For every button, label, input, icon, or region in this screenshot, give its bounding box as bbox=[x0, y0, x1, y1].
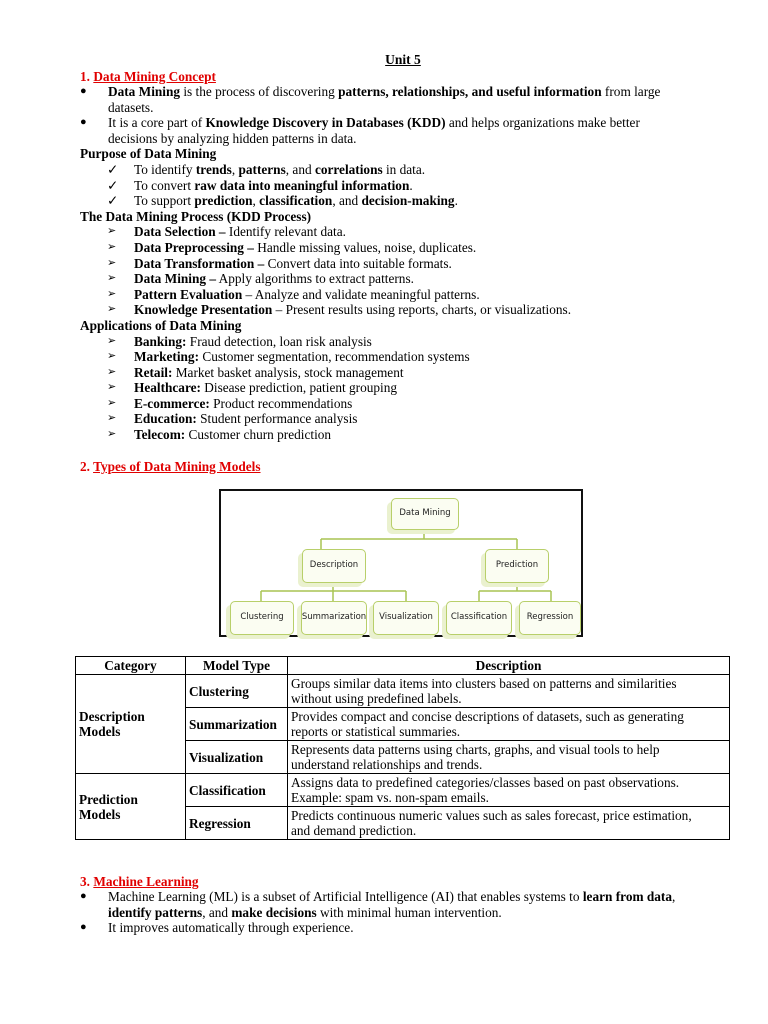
data-mining-models-diagram bbox=[219, 489, 583, 637]
purpose-heading: Purpose of Data Mining bbox=[80, 146, 217, 162]
application-item: ➢ Banking: Fraud detection, loan risk analysis bbox=[107, 333, 372, 349]
diagram-node-summarization: Summarization bbox=[301, 601, 367, 635]
diagram-node-prediction: Prediction bbox=[485, 549, 549, 583]
table-row bbox=[76, 774, 730, 807]
model-type-cell: Summarization bbox=[186, 708, 288, 741]
arrow-bullet-icon: ➢ bbox=[107, 334, 117, 347]
arrow-bullet-icon: ➢ bbox=[107, 272, 117, 285]
application-item: ➢ Education: Student performance analysis bbox=[107, 411, 358, 427]
unit-title: Unit 5 bbox=[385, 52, 421, 67]
description-cell: Provides compact and concise descriptions of datasets, such as generating reports or statistical summaries. bbox=[288, 708, 730, 741]
arrow-bullet-icon: ➢ bbox=[107, 365, 117, 378]
checkmark-icon: ✓ bbox=[107, 177, 119, 193]
arrow-bullet-icon: ➢ bbox=[107, 240, 117, 253]
arrow-bullet-icon: ➢ bbox=[107, 350, 117, 363]
checkmark-icon: ✓ bbox=[107, 193, 119, 209]
model-type-cell: Clustering bbox=[186, 675, 288, 708]
arrow-bullet-icon: ➢ bbox=[107, 225, 117, 238]
arrow-bullet-icon: ➢ bbox=[107, 412, 117, 425]
arrow-bullet-icon: ➢ bbox=[107, 428, 117, 441]
section-3-heading bbox=[80, 874, 199, 890]
diagram-node-visualization: Visualization bbox=[373, 601, 439, 635]
application-item: ➢ Healthcare: Disease prediction, patient grouping bbox=[107, 380, 398, 396]
arrow-bullet-icon: ➢ bbox=[107, 256, 117, 269]
section-2-heading bbox=[80, 459, 261, 475]
section-2-title: Types of Data Mining Models bbox=[93, 459, 261, 474]
text: and helps organizations make better bbox=[445, 115, 640, 131]
check-item: ✓ To identify trends, patterns, and correlations in data. bbox=[107, 161, 426, 177]
text: from large bbox=[601, 84, 661, 99]
model-type-cell: Regression bbox=[186, 807, 288, 840]
process-item: ➢ Knowledge Presentation – Present results using reports, charts, or visualizations. bbox=[107, 302, 572, 318]
diagram-node-description: Description bbox=[302, 549, 366, 583]
arrow-bullet-icon: ➢ bbox=[107, 381, 117, 394]
text: datasets. bbox=[108, 99, 154, 115]
diagram-node-regression: Regression bbox=[519, 601, 581, 635]
process-item: ➢ Data Transformation – Convert data into suitable formats. bbox=[107, 255, 452, 271]
category-prediction-models: Prediction Models bbox=[76, 774, 186, 840]
arrow-bullet-icon: ➢ bbox=[107, 303, 117, 316]
section-1-body bbox=[80, 84, 720, 443]
bullet-item bbox=[80, 84, 720, 115]
arrow-bullet-icon: ➢ bbox=[107, 396, 117, 409]
text: is the process of discovering bbox=[180, 84, 339, 99]
category-description-models: Description Models bbox=[76, 675, 186, 774]
bold-text: patterns, relationships, and useful information bbox=[338, 84, 602, 99]
application-item: ➢ Marketing: Customer segmentation, recommendation systems bbox=[107, 349, 470, 365]
text: decisions by analyzing hidden patterns in data. bbox=[108, 130, 357, 146]
table-header-row bbox=[76, 657, 730, 675]
process-item: ➢ Data Preprocessing – Handle missing values, noise, duplicates. bbox=[107, 239, 477, 255]
table-row bbox=[76, 675, 730, 708]
process-item: ➢ Pattern Evaluation – Analyze and validate meaningful patterns. bbox=[107, 286, 480, 302]
process-item: ➢ Data Mining – Apply algorithms to extract patterns. bbox=[107, 271, 414, 287]
section-1-title: Data Mining Concept bbox=[93, 69, 216, 84]
section-1-number: 1. bbox=[80, 69, 90, 84]
bold-text: Knowledge Discovery in Databases (KDD) bbox=[205, 115, 446, 131]
check-item: ✓ To convert raw data into meaningful information. bbox=[107, 177, 413, 193]
description-cell: Groups similar data items into clusters based on patterns and similarities without using predefined labels. bbox=[288, 675, 730, 708]
checkmark-icon: ✓ bbox=[107, 161, 119, 177]
model-type-cell: Visualization bbox=[186, 741, 288, 774]
diagram-node-classification: Classification bbox=[446, 601, 512, 635]
process-item: ➢ Data Selection – Identify relevant data. bbox=[107, 224, 346, 240]
bullet-item bbox=[80, 115, 720, 146]
section-3-title: Machine Learning bbox=[93, 874, 199, 889]
bullet-item: ● It improves automatically through experience. bbox=[80, 920, 720, 936]
diagram-node-root: Data Mining bbox=[391, 498, 459, 530]
application-item: ➢ Retail: Market basket analysis, stock management bbox=[107, 364, 404, 380]
diagram-node-clustering: Clustering bbox=[230, 601, 294, 635]
section-3-body bbox=[80, 889, 720, 936]
description-cell: Assigns data to predefined categories/classes based on past observations. Example: spam vs. non-spam emails. bbox=[288, 774, 730, 807]
bold-text: Data Mining bbox=[108, 84, 181, 99]
check-item: ✓ To support prediction, classification, and decision-making. bbox=[107, 193, 458, 209]
text: It is a core part of bbox=[108, 115, 206, 131]
models-table bbox=[75, 656, 730, 840]
header-description: Description bbox=[288, 657, 730, 675]
application-item: ➢ Telecom: Customer churn prediction bbox=[107, 427, 332, 443]
process-heading: The Data Mining Process (KDD Process) bbox=[80, 208, 312, 224]
description-cell: Predicts continuous numeric values such as sales forecast, price estimation, and demand prediction. bbox=[288, 807, 730, 840]
header-category: Category bbox=[76, 657, 186, 675]
description-cell: Represents data patterns using charts, graphs, and visual tools to help understand relationships and trends. bbox=[288, 741, 730, 774]
application-item: ➢ E-commerce: Product recommendations bbox=[107, 395, 353, 411]
section-3-number: 3. bbox=[80, 874, 90, 889]
header-model-type: Model Type bbox=[186, 657, 288, 675]
bullet-item: ● Machine Learning (ML) is a subset of Artificial Intelligence (AI) that enables systems to learn from data, identify patterns, and make decisions with minimal human intervention. bbox=[80, 889, 720, 920]
applications-heading: Applications of Data Mining bbox=[80, 317, 242, 333]
section-1-heading bbox=[80, 69, 216, 85]
model-type-cell: Classification bbox=[186, 774, 288, 807]
section-2-number: 2. bbox=[80, 459, 90, 474]
arrow-bullet-icon: ➢ bbox=[107, 287, 117, 300]
